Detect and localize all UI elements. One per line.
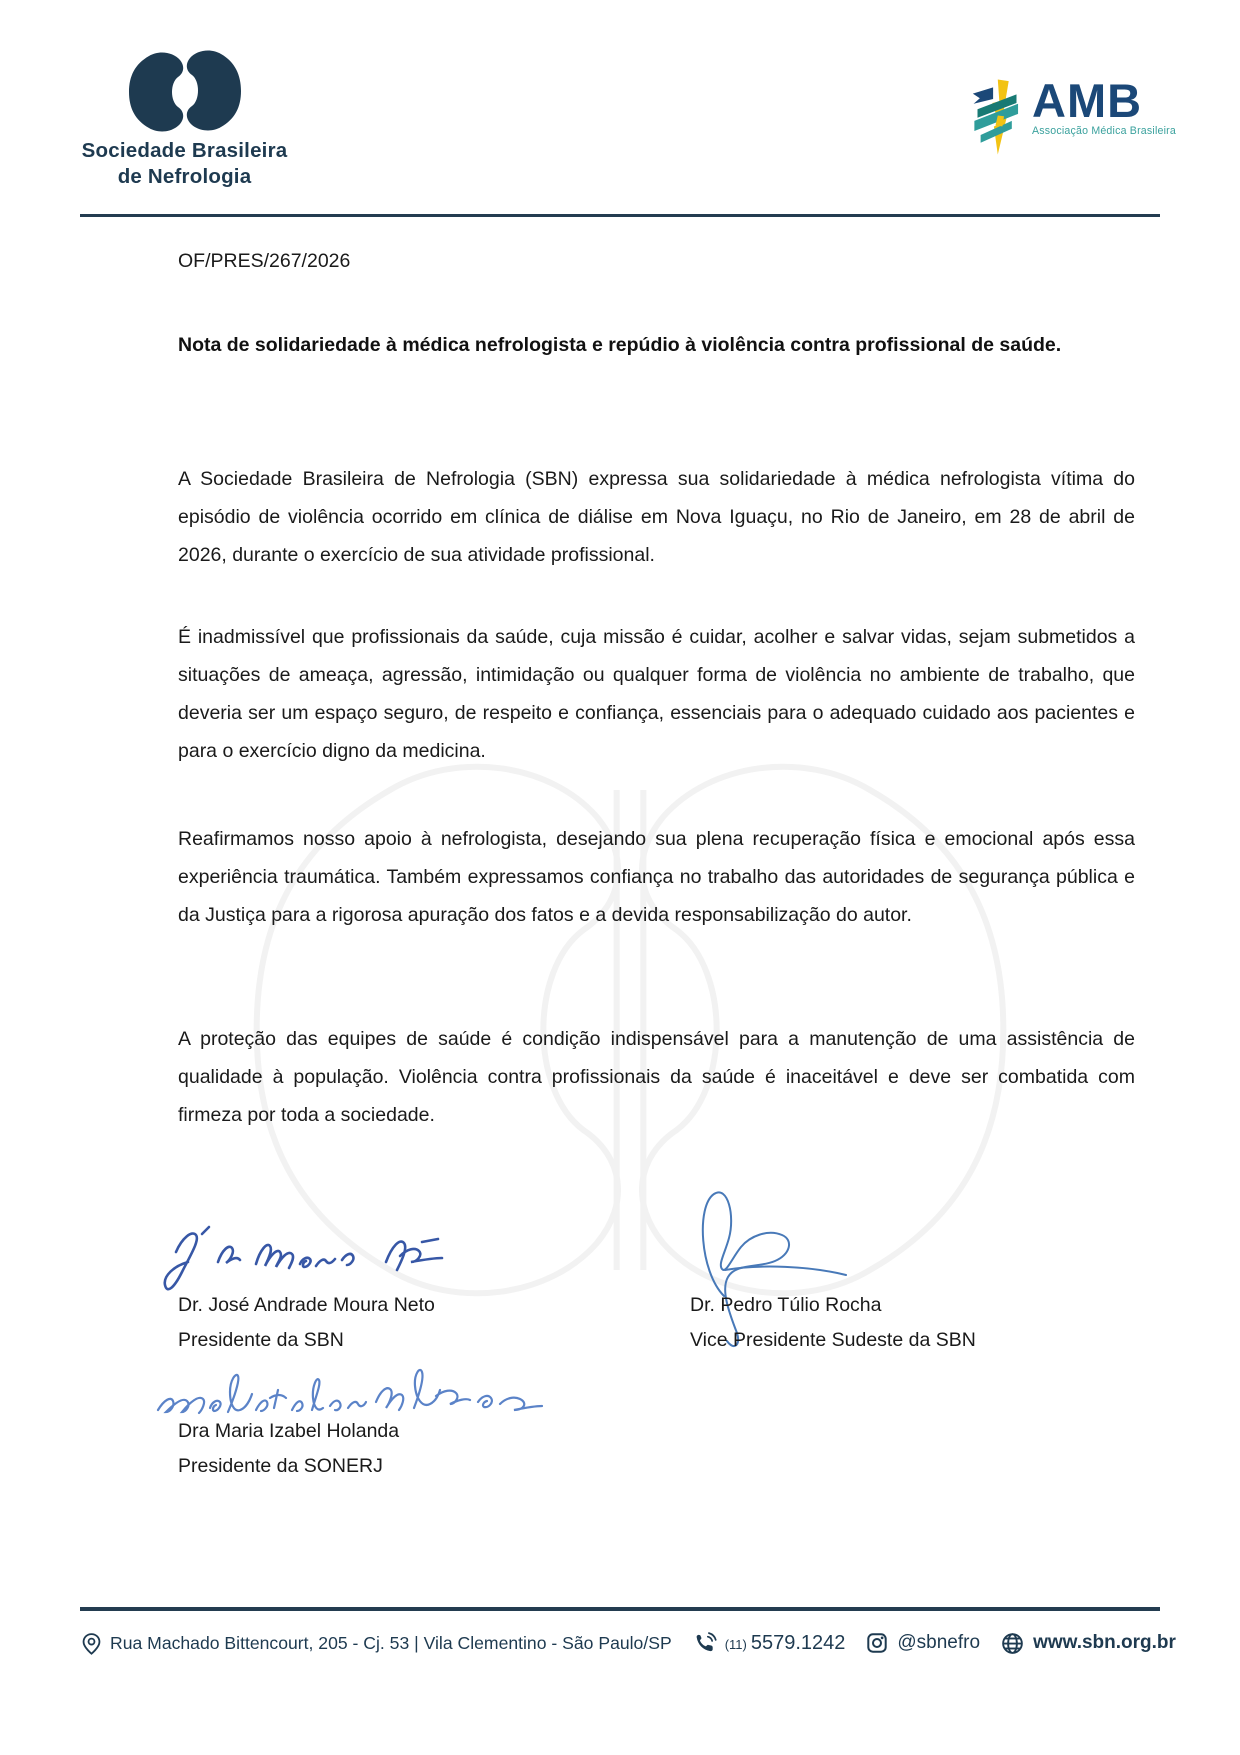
footer-address: Rua Machado Bittencourt, 205 - Cj. 53 | Vila Clementino - São Paulo/SP	[110, 1632, 672, 1653]
footer-area-code: (11)	[724, 1637, 747, 1652]
letter-paragraph-1: A Sociedade Brasileira de Nefrologia (SBN) expressa sua solidariedade à médica nefrologista vítima do episódio de violência ocorrido em clínica de diálise em Nova Iguaçu, no Rio de Janeiro, em 28 de abril de 2026, durante o exercício de sua atividade profissional.	[178, 468, 1135, 566]
header-divider	[80, 214, 1160, 217]
sbn-name-line2: de Nefrologia	[117, 165, 252, 188]
sbn-name-line1: Sociedade Brasileira	[81, 139, 288, 162]
footer-website: www.sbn.org.br	[1033, 1632, 1176, 1653]
signature-block-3	[178, 1414, 399, 1484]
signer-role: Vice Presidente Sudeste da SBN	[690, 1329, 976, 1351]
caduceus-ribbon-icon	[968, 78, 1026, 156]
location-pin-icon	[80, 1631, 103, 1656]
signer-name: Dr. José Andrade Moura Neto	[178, 1294, 435, 1316]
signer-name: Dr. Pedro Túlio Rocha	[690, 1294, 882, 1316]
amb-acronym: AMB	[1032, 74, 1143, 127]
footer-divider	[80, 1607, 1160, 1611]
letter-paragraph-2: É inadmissível que profissionais da saúde, cuja missão é cuidar, acolher e salvar vidas, sejam submetidos a situações de ameaça, agressão, intimidação ou qualquer forma de violência no ambiente de trabalho, que deveria ser um espaço seguro, de respeito e confiança, essenciais para o adequado cuidado aos pacientes e para o exercício digno da medicina.	[178, 626, 1135, 762]
amb-subtitle: Associação Médica Brasileira	[1032, 125, 1176, 137]
signer-role: Presidente da SONERJ	[178, 1455, 383, 1477]
signature-moura-neto-icon	[160, 1218, 470, 1298]
signature-block-1	[178, 1288, 435, 1358]
instagram-icon	[865, 1631, 889, 1655]
sbn-logo	[72, 50, 297, 190]
signature-block-2	[690, 1288, 976, 1358]
kidney-pair-icon	[125, 50, 245, 134]
letter-title: Nota de solidariedade à médica nefrologista e repúdio à violência contra profissional de saúde.	[178, 334, 1062, 356]
letter-reference: OF/PRES/267/2026	[178, 250, 351, 272]
letter-paragraph-4: A proteção das equipes de saúde é condição indispensável para a manutenção de uma assistência de qualidade à população. Violência contra profissionais da saúde é inaceitável e deve ser combatida com firmeza por toda a sociedade.	[178, 1028, 1135, 1126]
letter-paragraph-3: Reafirmamos nosso apoio à nefrologista, desejando sua plena recuperação física e emocional após essa experiência traumática. Também expressamos confiança no trabalho das autoridades de segurança pública e da Justiça para a rigorosa apuração dos fatos e a devida responsabilização do autor.	[178, 828, 1135, 926]
footer	[80, 1630, 1176, 1656]
footer-instagram-handle: @sbnefro	[897, 1632, 981, 1653]
footer-phone-number: 5579.1242	[750, 1631, 846, 1654]
signer-name: Dra Maria Izabel Holanda	[178, 1420, 400, 1442]
globe-icon	[1000, 1631, 1025, 1656]
signer-role: Presidente da SBN	[178, 1329, 344, 1351]
amb-logo	[968, 74, 1176, 156]
phone-icon	[692, 1630, 718, 1656]
